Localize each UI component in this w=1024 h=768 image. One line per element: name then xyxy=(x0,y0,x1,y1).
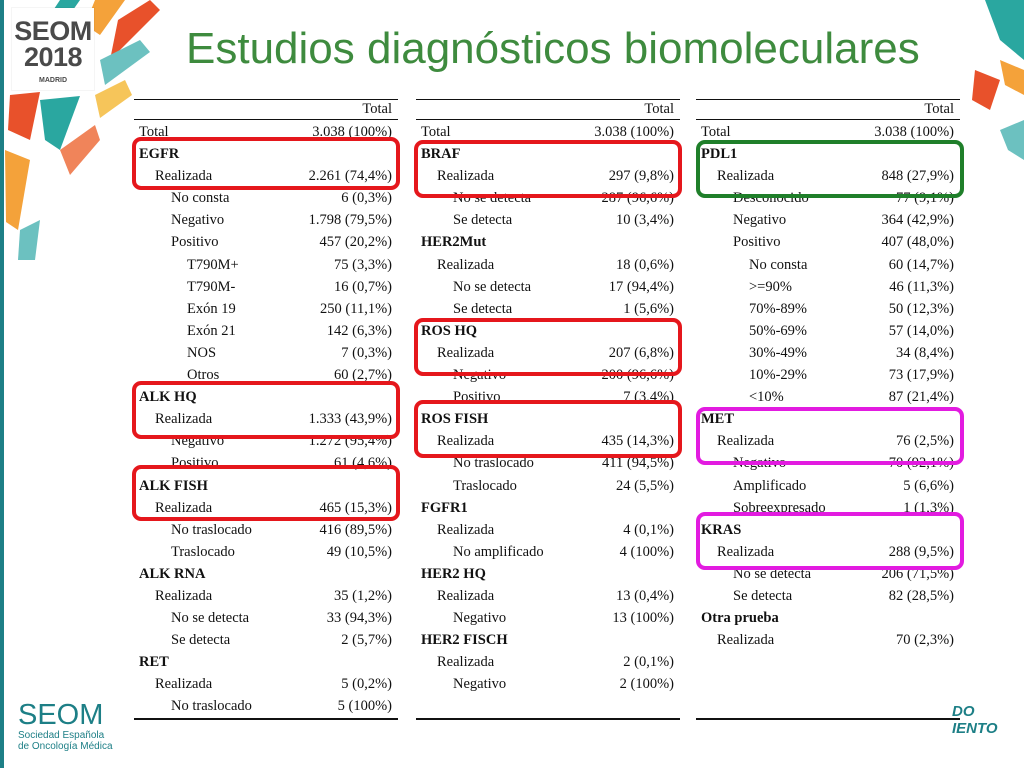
row-value: 465 (15,3%) xyxy=(319,499,392,516)
row-label: Negativo xyxy=(733,455,787,472)
row-value: 4 (100%) xyxy=(619,543,674,560)
row-value: 10 (3,4%) xyxy=(616,212,674,229)
table-row xyxy=(696,231,960,253)
table-row xyxy=(696,121,960,143)
row-label: Realizada xyxy=(155,499,213,516)
row-value: 1 (5,6%) xyxy=(623,300,674,317)
row-value: 7 (3,4%) xyxy=(623,389,674,406)
row-label: 70%-89% xyxy=(749,300,807,317)
table-rule xyxy=(134,119,398,120)
row-value: 16 (0,7%) xyxy=(334,278,392,295)
section-label: ALK HQ xyxy=(139,389,197,406)
row-label: Negativo xyxy=(171,433,225,450)
row-label: No traslocado xyxy=(171,698,252,715)
row-value: 49 (10,5%) xyxy=(326,543,392,560)
logo-line-3: MADRID xyxy=(39,77,67,84)
row-value: 206 (71,5%) xyxy=(881,565,954,582)
row-value: 1.272 (95,4%) xyxy=(308,433,392,450)
table-rule xyxy=(696,99,960,100)
row-label: Realizada xyxy=(155,168,213,185)
row-value: 13 (100%) xyxy=(612,610,674,627)
table-row xyxy=(696,629,960,651)
table-row xyxy=(696,187,960,209)
table-section-row xyxy=(416,497,680,519)
table-row xyxy=(416,475,680,497)
table-row xyxy=(416,519,680,541)
seom-2018-logo xyxy=(12,8,94,90)
row-label: Exón 19 xyxy=(187,300,236,317)
table-section-row xyxy=(134,143,398,165)
table-row xyxy=(416,298,680,320)
row-value: 2.261 (74,4%) xyxy=(308,168,392,185)
table-row xyxy=(134,519,398,541)
table-row xyxy=(134,452,398,474)
row-value: 76 (2,5%) xyxy=(896,433,954,450)
row-value: 70 (2,3%) xyxy=(896,632,954,649)
row-label: Negativo xyxy=(453,676,507,693)
table-row xyxy=(416,254,680,276)
table-section-row xyxy=(416,629,680,651)
row-label: Se detecta xyxy=(453,300,513,317)
table-row xyxy=(696,497,960,519)
row-value: 416 (89,5%) xyxy=(319,521,392,538)
table-row xyxy=(696,386,960,408)
row-label: Negativo xyxy=(733,212,787,229)
table-section-row xyxy=(696,519,960,541)
row-value: 1 (1,3%) xyxy=(903,499,954,516)
row-label: T790M+ xyxy=(187,256,239,273)
row-label: Realizada xyxy=(437,587,495,604)
footer-brand: SEOM xyxy=(18,699,104,731)
section-label: MET xyxy=(701,411,735,428)
table-row xyxy=(696,541,960,563)
footer-line-2: de Oncología Médica xyxy=(18,741,113,752)
row-value: 457 (20,2%) xyxy=(319,234,392,251)
table-section-row xyxy=(696,408,960,430)
row-value: 13 (0,4%) xyxy=(616,587,674,604)
slide-title: Estudios diagnósticos biomoleculares xyxy=(186,24,920,73)
row-label: Total xyxy=(139,124,169,140)
table-row xyxy=(134,298,398,320)
row-value: 46 (11,3%) xyxy=(889,278,954,295)
row-value: 1.798 (79,5%) xyxy=(308,212,392,229)
table-row xyxy=(134,673,398,695)
row-label: Amplificado xyxy=(733,477,807,494)
row-value: 33 (94,3%) xyxy=(326,610,392,627)
row-value: 1.333 (43,9%) xyxy=(308,411,392,428)
table-row xyxy=(696,475,960,497)
table-row xyxy=(696,209,960,231)
row-value: 5 (6,6%) xyxy=(903,477,954,494)
row-label: Desconocido xyxy=(733,190,809,207)
table-row xyxy=(134,209,398,231)
row-value: 287 (96,6%) xyxy=(601,190,674,207)
row-label: T790M- xyxy=(187,278,236,295)
table-row xyxy=(134,276,398,298)
table-row xyxy=(696,165,960,187)
row-label: Realizada xyxy=(717,632,775,649)
logo-line-2: 2018 xyxy=(23,42,83,72)
table-row xyxy=(416,386,680,408)
section-label: HER2 HQ xyxy=(421,565,486,582)
row-label: Otros xyxy=(187,367,220,384)
table-row xyxy=(696,320,960,342)
table-row xyxy=(416,541,680,563)
row-label: 30%-49% xyxy=(749,344,807,361)
table-rule xyxy=(696,119,960,120)
table-row xyxy=(134,629,398,651)
row-value: 200 (96,6%) xyxy=(601,367,674,384)
row-value: 7 (0,3%) xyxy=(341,344,392,361)
table-row xyxy=(134,408,398,430)
row-label: No traslocado xyxy=(453,455,534,472)
row-label: Traslocado xyxy=(171,543,235,560)
row-value: 250 (11,1%) xyxy=(320,300,392,317)
row-value: 24 (5,5%) xyxy=(616,477,674,494)
footer-line-1: Sociedad Española xyxy=(18,730,105,741)
table-section-row xyxy=(416,408,680,430)
row-value: 77 (9,1%) xyxy=(896,190,954,207)
row-label: Sobreexpresado xyxy=(733,499,826,516)
section-label: HER2 FISCH xyxy=(421,632,508,649)
table-rule xyxy=(416,99,680,100)
table-section-row xyxy=(416,143,680,165)
table-section-row xyxy=(696,143,960,165)
table-row xyxy=(696,254,960,276)
row-label: Realizada xyxy=(437,256,495,273)
table-row xyxy=(696,342,960,364)
table-row xyxy=(416,452,680,474)
seom-footer-logo xyxy=(18,700,118,752)
row-value: 75 (3,3%) xyxy=(334,256,392,273)
row-value: 57 (14,0%) xyxy=(888,322,954,339)
table-row xyxy=(416,364,680,386)
row-value: 5 (100%) xyxy=(337,698,392,715)
row-label: Negativo xyxy=(171,212,225,229)
row-value: 82 (28,5%) xyxy=(888,587,954,604)
row-value: 70 (92,1%) xyxy=(888,455,954,472)
row-label: Negativo xyxy=(453,367,507,384)
column-header-total: Total xyxy=(644,101,674,117)
table-row xyxy=(416,673,680,695)
row-label: Positivo xyxy=(453,389,501,406)
row-value: 288 (9,5%) xyxy=(888,543,954,560)
row-value: 73 (17,9%) xyxy=(888,367,954,384)
table-row xyxy=(696,364,960,386)
row-value: 435 (14,3%) xyxy=(601,433,674,450)
table-rule xyxy=(416,718,680,720)
row-value: 297 (9,8%) xyxy=(608,168,674,185)
table-row xyxy=(134,607,398,629)
row-label: Se detecta xyxy=(733,587,793,604)
row-value: 364 (42,9%) xyxy=(881,212,954,229)
row-value: 34 (8,4%) xyxy=(896,344,954,361)
table-section-row xyxy=(696,607,960,629)
section-label: PDL1 xyxy=(701,146,738,163)
section-label: ROS FISH xyxy=(421,411,489,428)
table-row xyxy=(134,320,398,342)
table-row xyxy=(416,187,680,209)
row-label: Realizada xyxy=(155,587,213,604)
row-value: 60 (14,7%) xyxy=(888,256,954,273)
row-label: Se detecta xyxy=(171,632,231,649)
row-value: 60 (2,7%) xyxy=(334,367,392,384)
row-label: 10%-29% xyxy=(749,367,807,384)
row-label: Positivo xyxy=(171,234,219,251)
table-row xyxy=(134,497,398,519)
row-label: No se detecta xyxy=(453,278,532,295)
corner-line-1: DO xyxy=(952,703,975,720)
row-value: 848 (27,9%) xyxy=(881,168,954,185)
table-rule xyxy=(696,718,960,720)
row-value: 87 (21,4%) xyxy=(888,389,954,406)
row-label: Traslocado xyxy=(453,477,517,494)
row-label: Realizada xyxy=(155,411,213,428)
table-row xyxy=(416,209,680,231)
section-label: ROS HQ xyxy=(421,322,477,339)
row-label: No traslocado xyxy=(171,521,252,538)
table-row xyxy=(134,364,398,386)
row-label: Se detecta xyxy=(453,212,513,229)
table-row xyxy=(416,430,680,452)
table-row xyxy=(696,276,960,298)
table-rule xyxy=(134,718,398,720)
row-label: No amplificado xyxy=(453,543,544,560)
row-value: 50 (12,3%) xyxy=(888,300,954,317)
row-label: Negativo xyxy=(453,610,507,627)
row-value: 5 (0,2%) xyxy=(341,676,392,693)
table-section-row xyxy=(416,320,680,342)
table-row xyxy=(416,585,680,607)
table-row xyxy=(134,541,398,563)
row-label: Realizada xyxy=(437,168,495,185)
table-row xyxy=(134,187,398,209)
corner-fragment-text xyxy=(952,703,1012,737)
table-section-row xyxy=(416,231,680,253)
row-value: 3.038 (100%) xyxy=(312,124,392,140)
row-label: Realizada xyxy=(717,433,775,450)
row-label: Realizada xyxy=(437,521,495,538)
row-label: Total xyxy=(701,124,731,140)
table-row xyxy=(416,651,680,673)
row-label: Positivo xyxy=(733,234,781,251)
row-value: 2 (100%) xyxy=(619,676,674,693)
row-label: Realizada xyxy=(437,654,495,671)
row-label: Realizada xyxy=(437,433,495,450)
row-value: 2 (5,7%) xyxy=(341,632,392,649)
row-value: 35 (1,2%) xyxy=(334,587,392,604)
row-label: No se detecta xyxy=(733,565,812,582)
row-label: 50%-69% xyxy=(749,322,807,339)
row-label: No consta xyxy=(749,256,808,273)
table-row xyxy=(134,231,398,253)
table-row xyxy=(134,121,398,143)
row-value: 61 (4,6%) xyxy=(334,455,392,472)
table-row xyxy=(416,121,680,143)
row-label: Realizada xyxy=(717,543,775,560)
section-label: ALK RNA xyxy=(139,565,206,582)
logo-line-1: SEOM xyxy=(14,16,92,46)
table-row xyxy=(696,452,960,474)
row-label: <10% xyxy=(749,389,784,406)
row-value: 207 (6,8%) xyxy=(608,344,674,361)
section-label: Otra prueba xyxy=(701,610,779,627)
table-row xyxy=(134,430,398,452)
table-row xyxy=(696,298,960,320)
row-value: 17 (94,4%) xyxy=(608,278,674,295)
section-label: FGFR1 xyxy=(421,499,468,516)
row-label: Total xyxy=(421,124,451,140)
table-row xyxy=(416,276,680,298)
row-value: 411 (94,5%) xyxy=(602,455,674,472)
row-label: NOS xyxy=(187,344,217,361)
row-value: 18 (0,6%) xyxy=(616,256,674,273)
table-row xyxy=(134,585,398,607)
row-label: No se detecta xyxy=(171,610,250,627)
row-label: >=90% xyxy=(749,278,792,295)
section-label: BRAF xyxy=(421,146,461,163)
row-value: 3.038 (100%) xyxy=(594,124,674,140)
table-row xyxy=(134,695,398,717)
table-row xyxy=(416,342,680,364)
table-rule xyxy=(134,99,398,100)
row-value: 4 (0,1%) xyxy=(623,521,674,538)
row-label: Positivo xyxy=(171,455,219,472)
section-label: RET xyxy=(139,654,169,671)
table-row xyxy=(134,342,398,364)
table-section-row xyxy=(134,475,398,497)
row-label: No se detecta xyxy=(453,190,532,207)
row-value: 3.038 (100%) xyxy=(874,124,954,140)
table-section-row xyxy=(416,563,680,585)
column-header-total: Total xyxy=(924,101,954,117)
table-rule xyxy=(416,119,680,120)
table-row xyxy=(134,254,398,276)
table-row xyxy=(416,607,680,629)
section-label: HER2Mut xyxy=(421,234,487,251)
section-label: KRAS xyxy=(701,521,742,538)
row-label: No consta xyxy=(171,190,230,207)
corner-line-2: IENTO xyxy=(952,720,998,737)
row-value: 407 (48,0%) xyxy=(881,234,954,251)
row-label: Exón 21 xyxy=(187,322,236,339)
table-row xyxy=(696,585,960,607)
table-section-row xyxy=(134,651,398,673)
section-label: ALK FISH xyxy=(139,477,208,494)
row-label: Realizada xyxy=(437,344,495,361)
table-row xyxy=(134,165,398,187)
table-row xyxy=(696,430,960,452)
row-value: 2 (0,1%) xyxy=(623,654,674,671)
table-section-row xyxy=(134,386,398,408)
table-row xyxy=(416,165,680,187)
section-label: EGFR xyxy=(139,146,180,163)
row-label: Realizada xyxy=(155,676,213,693)
table-row xyxy=(696,563,960,585)
table-section-row xyxy=(134,563,398,585)
row-value: 142 (6,3%) xyxy=(326,322,392,339)
row-label: Realizada xyxy=(717,168,775,185)
row-value: 6 (0,3%) xyxy=(341,190,392,207)
column-header-total: Total xyxy=(362,101,392,117)
